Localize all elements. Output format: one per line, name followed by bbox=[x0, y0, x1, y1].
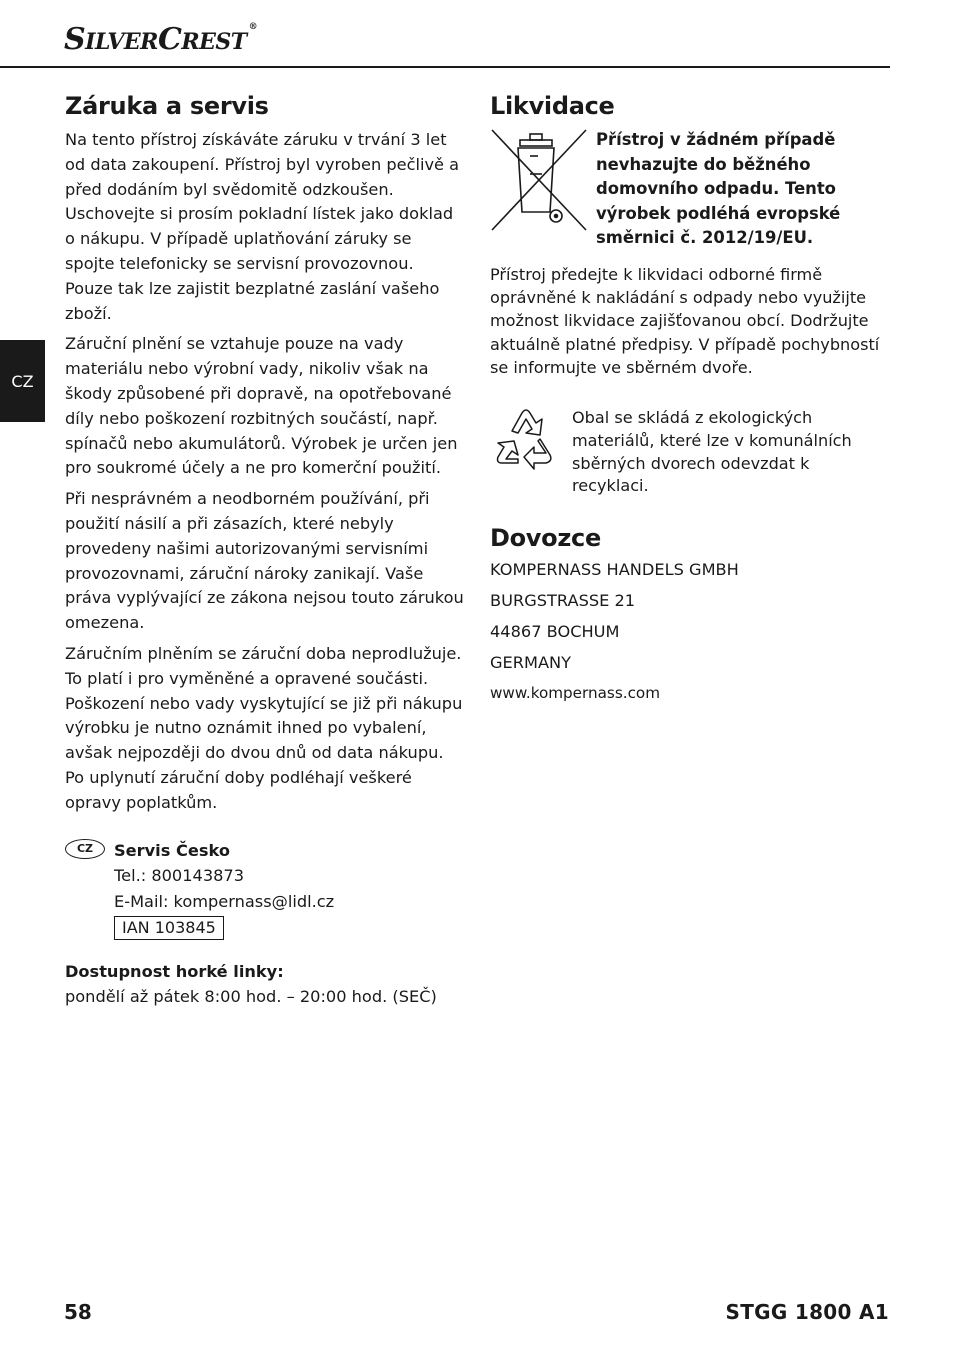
service-contact bbox=[65, 838, 465, 941]
country-badge-label: CZ bbox=[76, 842, 94, 856]
recycling-notice bbox=[490, 403, 890, 498]
logo-letter-s: S bbox=[64, 22, 86, 57]
importer-website: www.kompernass.com bbox=[490, 684, 661, 703]
warranty-paragraph-1: Na tento přístroj získáváte záruku v trvání 3 let od data zakoupení. Přístroj byl vyroben pečlivě a před dodáním byl svědomitě odzkoušen. Uschovejte si prosím pokladní lístek jako doklad o nákupu. V případě uplatňování záruky se spojte telefonicky se servisní provozovnou. Pouze tak lze zajistit bezplatné zaslání vašeho zboží. bbox=[65, 130, 460, 323]
importer-country: GERMANY bbox=[490, 653, 572, 673]
hotline-title: Dostupnost horké linky: bbox=[65, 962, 284, 982]
registered-mark: ® bbox=[248, 22, 258, 32]
language-tab-label: CZ bbox=[11, 371, 34, 391]
importer-company: KOMPERNASS HANDELS GMBH bbox=[490, 560, 739, 580]
disposal-section bbox=[490, 92, 890, 709]
importer-city: 44867 BOCHUM bbox=[490, 622, 620, 642]
country-badge bbox=[65, 839, 105, 859]
logo-letter-c: C bbox=[157, 22, 182, 57]
disposal-title: Likvidace bbox=[490, 92, 615, 120]
language-tab bbox=[0, 340, 45, 422]
service-phone: Tel.: 800143873 bbox=[114, 866, 245, 886]
brand-logo bbox=[64, 22, 257, 57]
hotline-info bbox=[65, 960, 465, 1010]
recycling-text: Obal se skládá z ekologických materiálů, které lze v komunálních sběrných dvorech odevzdat k recyklaci. bbox=[572, 407, 852, 496]
header-rule bbox=[0, 66, 890, 68]
service-email: E-Mail: kompernass@lidl.cz bbox=[114, 891, 335, 911]
warranty-paragraph-2: Záruční plnění se vztahuje pouze na vady materiálu nebo výrobní vady, nikoliv však na škody způsobené při dopravě, na opotřebované díly nebo poškození rozbitných součástí, např. spínačů nebo akumulátorů. Výrobek je určen jen pro soukromé účely a ne pro komerční použití. bbox=[65, 334, 458, 478]
warranty-paragraph-4: Záručním plněním se záruční doba neprodlužuje. To platí i pro vyměněné a opravené součásti. Poškození nebo vady vyskytující se již při nákupu výrobku je nutno oznámit ihned po vybalení, avšak nejpozději do dvou dnů od data nákupu. Po uplynutí záruční doby podléhají veškeré opravy poplatkům. bbox=[65, 643, 463, 812]
crossed-bin-icon bbox=[490, 128, 588, 232]
ian-number: IAN 103845 bbox=[114, 916, 224, 940]
recycle-icon bbox=[490, 403, 562, 471]
logo-text-rest: REST bbox=[181, 29, 247, 55]
importer-street: BURGSTRASSE 21 bbox=[490, 591, 636, 611]
disposal-paragraph: Přístroj předejte k likvidaci odborné firmě oprávněné k nakládání s odpady nebo využijte možnost likvidace zajišťovanou obcí. Dodržujte aktuálně platné předpisy. V případě pochybností se informujte ve sběrném dvoře. bbox=[490, 264, 880, 377]
warranty-section bbox=[65, 92, 465, 1010]
service-name: Servis Česko bbox=[114, 840, 230, 860]
page-number: 58 bbox=[64, 1300, 92, 1324]
weee-notice bbox=[490, 128, 890, 251]
weee-warning: Přístroj v žádném případě nevhazujte do běžného domovního odpadu. Tento výrobek podléhá evropské směrnici č. 2012/19/EU. bbox=[596, 130, 841, 248]
hotline-hours: pondělí až pátek 8:00 hod. – 20:00 hod. (SEČ) bbox=[65, 986, 437, 1006]
model-number: STGG 1800 A1 bbox=[725, 1300, 889, 1324]
service-details bbox=[114, 838, 334, 941]
warranty-title: Záruka a servis bbox=[65, 92, 269, 120]
logo-text-ilver: ILVER bbox=[85, 29, 158, 55]
warranty-paragraph-3: Při nesprávném a neodborném používání, při použití násilí a při zásazích, které nebyly provedeny našimi autorizovanými servisními provozovnami, záruční nároky zanikají. Vaše práva vyplývající ze zákona nejsou touto zárukou omezena. bbox=[65, 489, 464, 633]
importer-title: Dovozce bbox=[490, 524, 601, 553]
